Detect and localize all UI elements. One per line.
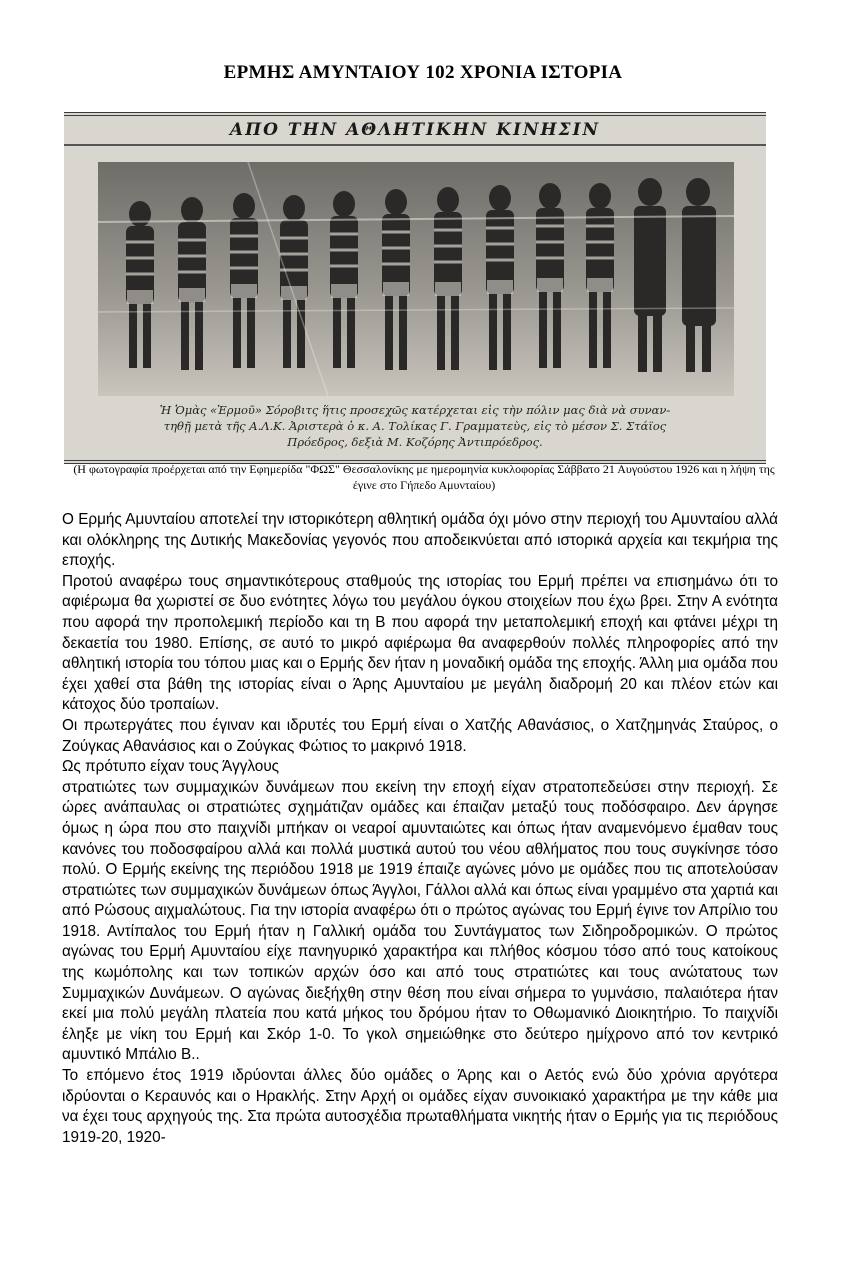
paragraph: Προτού αναφέρω τους σημαντικότερους σταθμούς της ιστορίας του Ερμή πρέπει να επισημάνω ότι το αφιέρωμα θα χωριστεί σε δυο ενότητες λόγω του μεγάλου όγκου στοιχείων που έχω βρει. Στην Α ενότητα που αφορά την προπολεμική περίοδο και τη Β που αφορά την μεταπολεμική εποχή και φτάνει μέχρι τη δεκαετία του 1980. Επίσης, σε αυτό το μικρό αφιέρωμα θα αναφερθούν πολλές πληροφορίες από την αθλητική ιστορία του τόπου μιας και ο Ερμής δεν ήταν η μοναδική ομάδα της εποχής. Άλλη μια ομάδα που έχει χαθεί στα βάθη της ιστορίας είναι ο Άρης Αμυνταίου με μεγάλη διαδρομή 20 και πλέον ετών και κάτοχος δύο τροπαίων. — [62, 572, 778, 714]
clipping-headline: ΑΠΟ ΤΗΝ ΑΘΛΗΤΙΚΗΝ ΚΙΝΗΣΙΝ — [64, 120, 766, 146]
clipping-caption-line: Ἡ Ὁμὰς «Ἑρμοῦ» Σόροβιτς ἥτις προσεχῶς κατέρχεται εἰς τὴν πόλιν μας διὰ νὰ συναν- — [159, 403, 671, 417]
paragraph: Το επόμενο έτος 1919 ιδρύονται άλλες δύο ομάδες ο Άρης και ο Αετός ενώ δύο χρόνια αργότερα ιδρύονται ο Κεραυνός και ο Ηρακλής. Στην Αρχή οι ομάδες είχαν συνοικιακό χαρακτήρα με την κάθε μια να έχει τους αρχηγούς της. Στα πρώτα αυτοσχέδια πρωταθλήματα νικητής ήταν ο Ερμής για τις περιόδους 1919-20, 1920- — [62, 1067, 778, 1146]
newspaper-clipping — [64, 112, 766, 464]
clipping-caption — [84, 402, 746, 450]
paragraph: Ο Ερμής Αμυνταίου αποτελεί την ιστορικότερη αθλητική ομάδα όχι μόνο στην περιοχή του Αμυνταίου αλλά και ολόκληρης της Δυτικής Μακεδονίας γεγονός που αποδεικνύεται από ιστορικά αρχεία και τεκμήρια της εποχής. — [62, 511, 778, 570]
article-body — [62, 510, 778, 1148]
page-title: ΕΡΜΗΣ ΑΜΥΝΤΑΙΟΥ 102 ΧΡΟΝΙΑ ΙΣΤΟΡΙΑ — [223, 62, 623, 83]
team-photo — [98, 162, 734, 396]
photo-credit: (Η φωτογραφία προέρχεται από την Εφημερίδα "ΦΩΣ" Θεσσαλονίκης με ημερομηνία κυκλοφορίας Σάββατο 21 Αυγούστου 1926 και η λήψη της έγινε στο Γήπεδο Αμυνταίου) — [73, 462, 775, 492]
clipping-caption-line: τηθῇ μετὰ τῆς Α.Λ.Κ. Ἀριστερὰ ὁ κ. Α. Τολίκας Γ. Γραμματεὺς, εἰς τὸ μέσον Σ. Στάϊος — [163, 419, 667, 433]
paragraph: Ως πρότυπο είχαν τους Άγγλους — [62, 758, 280, 776]
clipping-caption-line: Πρόεδρος, δεξιὰ Μ. Κοζόρης Ἀντιπρόεδρος. — [287, 435, 543, 449]
team-photo-image — [98, 162, 734, 396]
paragraph: στρατιώτες των συμμαχικών δυνάμεων που εκείνη την εποχή είχαν στρατοπεδεύσει στην περιοχή. Σε ώρες ανάπαυλας οι στρατιώτες σχημάτιζαν ομάδες και έπαιζαν μεταξύ τους ποδόσφαιρο. Δεν άργησε όμως η ώρα που στο παιχνίδι μπήκαν οι νεαροί αμυνταιώτες και όπως ήταν αναμενόμενο έμαθαν τους κανόνες του ποδοσφαίρου αλλά και πολλά μυστικά αυτού του νέου αθλήματος που τους συγκίνησε τόσο πολύ. Ο Ερμής εκείνης της περιόδου 1918 με 1919 έπαιζε αγώνες μόνο με ομάδες που τις αποτελούσαν στρατιώτες των συμμαχικών δυνάμεων όπως Άγγλοι, Γάλλοι αλλά και όπως είναι γραμμένο στα χαρτιά και από Ρώσους αιχμαλώτους. Για την ιστορία αναφέρω ότι ο πρώτος αγώνας του Ερμή έγινε τον Απρίλιο του 1918. Αντίπαλος του Ερμή ήταν η Γαλλική ομάδα του Συντάγματος των Σιδηροδρομικών. Ο πρώτος αγώνας του Ερμή Αμυνταίου είχε πανηγυρικό χαρακτήρα και πλήθος κόσμου τόσο από τους κατοίκους της κωμόπολης και των τοπικών αρχών όσο και από τους στρατιώτες και τους ανώτατους των Συμμαχικών Δυνάμεων. Ο αγώνας διεξήχθη στην θέση που είναι σήμερα το γυμνάσιο, παλαιότερα ήταν εκεί μια πολύ μεγάλη πλατεία που κατά μήκος του δρόμου ήταν το Οθωμανικό Διοικητήριο. Το παιχνίδι έληξε με νίκη του Ερμή και Σκόρ 1-0. Το γκολ σημειώθηκε στο δεύτερο ημίχρονο από τον κεντρικό αμυντικό Μπάλιο Β.. — [62, 778, 778, 1064]
paragraph: Οι πρωτεργάτες που έγιναν και ιδρυτές του Ερμή είναι ο Χατζής Αθανάσιος, ο Χατζημηνάς Σταύρος, ο Ζούγκας Αθανάσιος και ο Ζούγκας Φώτιος το μακρινό 1918. — [62, 716, 778, 755]
